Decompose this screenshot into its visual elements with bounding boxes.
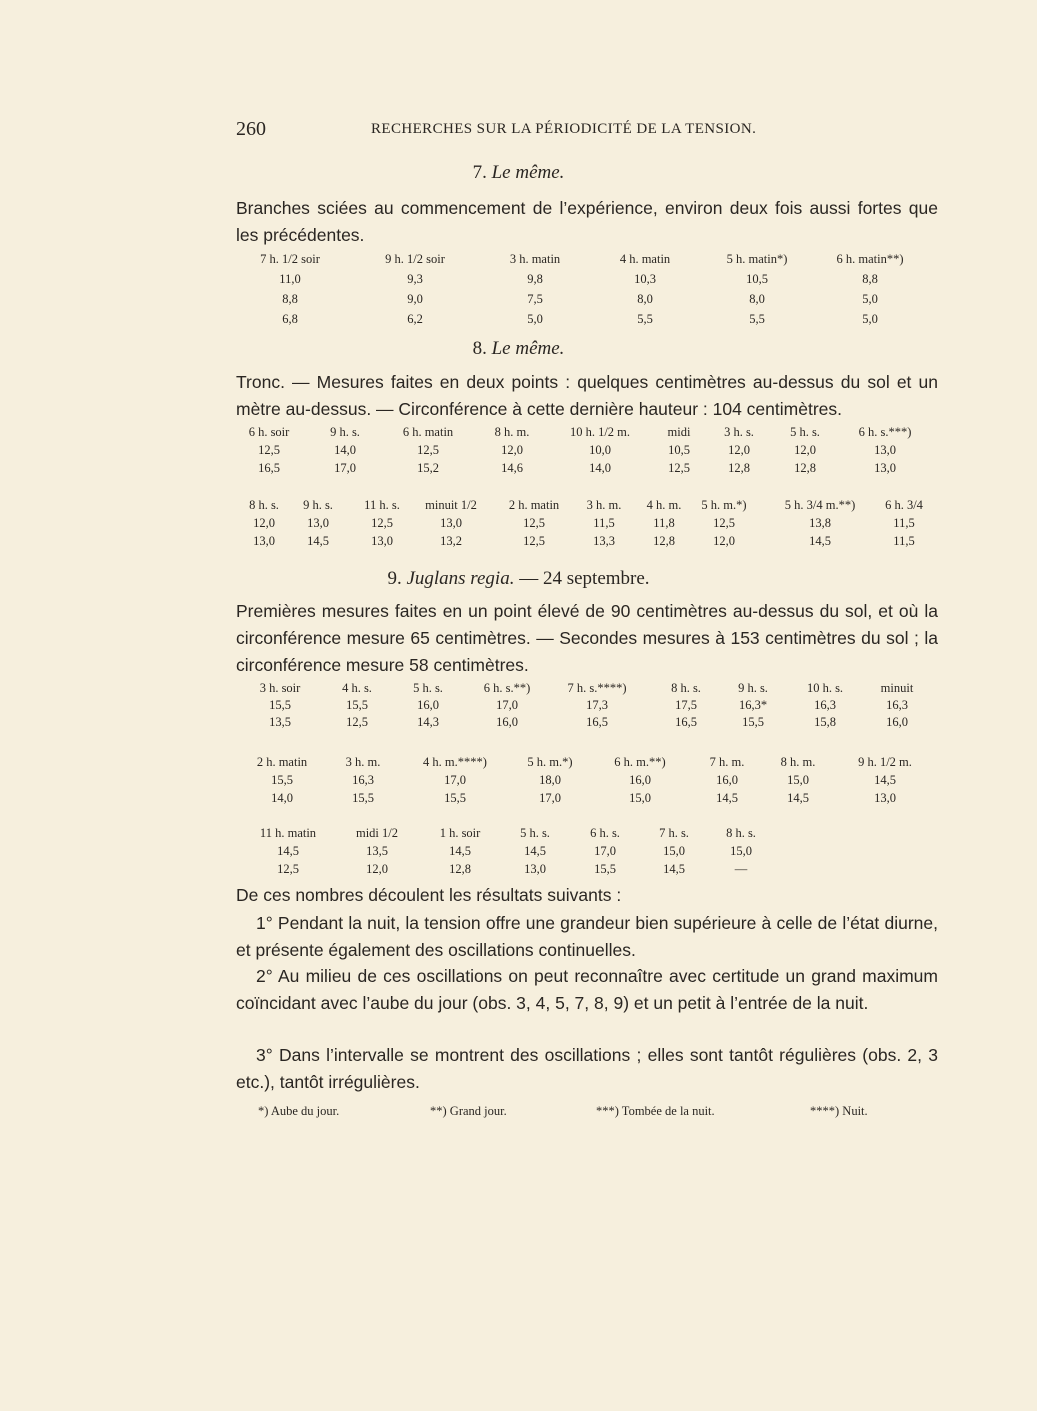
table-cell: 12,8: [653, 534, 675, 548]
table-header-cell: 10 h. s.: [806, 681, 844, 695]
table-header-cell: 3 h. m.: [586, 498, 622, 512]
table-header-cell: 8 h. m.: [494, 425, 530, 439]
table-cell: 16,3: [352, 773, 374, 787]
table-cell: 13,2: [440, 534, 462, 548]
table-cell: 17,5: [675, 698, 697, 712]
conclusion-item-1: 1° Pendant la nuit, la tension offre une grandeur bien supérieure à celle de l’état diurne, et présente également des oscillations continuelles.: [236, 913, 938, 960]
footnote-2: **) Grand jour.: [430, 1104, 507, 1118]
running-header: [236, 118, 936, 142]
table-header-cell: 6 h. soir: [248, 425, 290, 439]
table-cell: 17,0: [444, 773, 466, 787]
table-cell: 14,5: [787, 791, 809, 805]
table-cell: 10,5: [746, 272, 768, 286]
table-header-cell: 9 h. 1/2 m.: [858, 755, 912, 769]
table-header-cell: 7 h. 1/2 soir: [260, 252, 320, 266]
section-number: 8.: [472, 338, 487, 359]
table-header-cell: 3 h. m.: [345, 755, 381, 769]
table-cell: 8,8: [282, 292, 298, 306]
table-cell: 16,3*: [738, 698, 768, 712]
table-cell: 17,3: [586, 698, 608, 712]
table-header-cell: 7 h. s.: [659, 826, 689, 840]
table-cell: 14,0: [334, 443, 356, 457]
footnote-1: *) Aube du jour.: [258, 1104, 340, 1118]
section-title: Le même.: [491, 162, 565, 183]
table-cell: 14,5: [809, 534, 831, 548]
table-cell: 13,5: [366, 844, 388, 858]
table-cell: 12,0: [728, 443, 750, 457]
table-cell: 12,0: [366, 862, 388, 876]
table-cell: 17,0: [496, 698, 518, 712]
table-cell: 11,5: [893, 516, 915, 530]
table-cell: 12,5: [713, 516, 735, 530]
table-header-cell: 7 h. m.: [709, 755, 745, 769]
table-header-cell: 11 h. s.: [364, 498, 400, 512]
table-cell: 16,0: [716, 773, 738, 787]
table-cell: 12,5: [277, 862, 299, 876]
table-cell: 16,5: [258, 461, 280, 475]
table-cell: 14,5: [874, 773, 896, 787]
table-cell: 17,0: [594, 844, 616, 858]
table-cell: 16,3: [814, 698, 836, 712]
table-cell: 5,0: [862, 312, 878, 326]
table-cell: 15,5: [269, 698, 291, 712]
table-header-cell: 5 h. s.: [520, 826, 550, 840]
table-cell: 12,5: [258, 443, 280, 457]
table-cell: 12,5: [346, 715, 368, 729]
table-header-cell: midi 1/2: [355, 826, 399, 840]
table-cell: 13,0: [524, 862, 546, 876]
table-header-cell: 5 h. m.*): [701, 498, 747, 512]
table-cell: 13,0: [874, 443, 896, 457]
table-cell: 15,2: [417, 461, 439, 475]
table-cell: 15,0: [663, 844, 685, 858]
table-header-cell: 5 h. 3/4 m.**): [784, 498, 856, 512]
table-header-cell: 5 h. s.: [790, 425, 820, 439]
table-cell: 12,5: [417, 443, 439, 457]
table-cell: 13,0: [440, 516, 462, 530]
section-title-suffix: — 24 septembre.: [519, 568, 650, 589]
table-cell: 14,5: [524, 844, 546, 858]
table-cell: 8,8: [862, 272, 878, 286]
table-header-cell: 6 h. matin: [402, 425, 454, 439]
table-cell: 15,0: [730, 844, 752, 858]
table-cell: 9,0: [407, 292, 423, 306]
table-cell: 12,5: [371, 516, 393, 530]
table-header-cell: 4 h. m.: [646, 498, 682, 512]
table-cell: 14,5: [663, 862, 685, 876]
table-cell: 12,5: [523, 534, 545, 548]
table-cell: 5,0: [862, 292, 878, 306]
table-cell: 12,8: [449, 862, 471, 876]
table-header-cell: 9 h. s.: [303, 498, 333, 512]
table-cell: 16,5: [586, 715, 608, 729]
table-header-cell: 9 h. 1/2 soir: [385, 252, 445, 266]
table-header-cell: 6 h. s.***): [858, 425, 912, 439]
table-cell: 14,0: [589, 461, 611, 475]
table-cell: 5,5: [749, 312, 765, 326]
table-cell: 7,5: [527, 292, 543, 306]
table-cell: 13,0: [253, 534, 275, 548]
table-cell: 15,5: [444, 791, 466, 805]
table-cell: 5,5: [637, 312, 653, 326]
table-header-cell: 5 h. s.: [413, 681, 443, 695]
table-header-cell: 9 h. s.: [738, 681, 768, 695]
table-header-cell: minuit 1/2: [425, 498, 477, 512]
table-cell: 8,0: [749, 292, 765, 306]
table-cell: 13,0: [874, 461, 896, 475]
table-cell: 14,5: [449, 844, 471, 858]
table-cell: 10,0: [589, 443, 611, 457]
table-cell: 10,5: [668, 443, 690, 457]
section-title: Juglans regia.: [406, 568, 515, 589]
table-cell: 15,5: [271, 773, 293, 787]
table-header-cell: 6 h. s.: [590, 826, 620, 840]
table-header-cell: 8 h. m.: [780, 755, 816, 769]
table-cell: 12,0: [501, 443, 523, 457]
table-cell: 12,5: [668, 461, 690, 475]
table-cell: 10,3: [634, 272, 656, 286]
table-header-cell: 10 h. 1/2 m.: [569, 425, 631, 439]
table-header-cell: 8 h. s.: [671, 681, 701, 695]
table-header-cell: 3 h. soir: [259, 681, 301, 695]
table-cell: 15,5: [594, 862, 616, 876]
table-header-cell: 1 h. soir: [439, 826, 481, 840]
table-cell: 15,0: [787, 773, 809, 787]
table-cell: 11,5: [593, 516, 615, 530]
table-cell: 11,8: [653, 516, 675, 530]
section-8-title: [0, 338, 1037, 360]
table-cell: —: [734, 862, 748, 876]
table-cell: 15,5: [352, 791, 374, 805]
table-cell: 16,5: [675, 715, 697, 729]
table-cell: 16,0: [496, 715, 518, 729]
table-cell: 12,0: [794, 443, 816, 457]
running-title: RECHERCHES SUR LA PÉRIODICITÉ DE LA TENSION.: [371, 121, 757, 137]
table-cell: 12,8: [794, 461, 816, 475]
table-cell: 6,2: [407, 312, 423, 326]
table-header-cell: midi: [667, 425, 691, 439]
footnote-3: ***) Tombée de la nuit.: [596, 1104, 715, 1118]
table-cell: 12,0: [253, 516, 275, 530]
table-cell: 11,0: [279, 272, 301, 286]
table-header-cell: 6 h. m.**): [614, 755, 666, 769]
table-cell: 14,5: [716, 791, 738, 805]
table-header-cell: 6 h. s.**): [483, 681, 531, 695]
section-number: 9.: [387, 568, 402, 589]
table-cell: 16,0: [886, 715, 908, 729]
section-title: Le même.: [491, 338, 565, 359]
table-header-cell: 11 h. matin: [259, 826, 317, 840]
table-header-cell: 6 h. 3/4: [885, 498, 923, 512]
conclusion-item-3: 3° Dans l’intervalle se montrent des oscillations ; elles sont tantôt régulières (obs. 2, 3 etc.), tantôt irrégulières.: [236, 1045, 938, 1092]
table-header-cell: 4 h. matin: [619, 252, 671, 266]
table-cell: 17,0: [539, 791, 561, 805]
table-header-cell: 3 h. s.: [724, 425, 754, 439]
section-number: 7.: [472, 162, 487, 183]
table-cell: 15,5: [346, 698, 368, 712]
table-cell: 15,8: [814, 715, 836, 729]
table-cell: 13,0: [307, 516, 329, 530]
table-cell: 9,8: [527, 272, 543, 286]
table-header-cell: 4 h. m.****): [423, 755, 487, 769]
table-cell: 13,0: [874, 791, 896, 805]
table-header-cell: 4 h. s.: [342, 681, 372, 695]
table-header-cell: minuit: [880, 681, 914, 695]
conclusion-item-2: 2° Au milieu de ces oscillations on peut reconnaître avec certitude un grand maximum coïncidant avec l’aube du jour (obs. 3, 4, 5, 7, 8, 9) et un petit à l’entrée de la nuit.: [236, 966, 938, 1013]
table-header-cell: 7 h. s.****): [567, 681, 627, 695]
table-cell: 14,5: [307, 534, 329, 548]
table-cell: 11,5: [893, 534, 915, 548]
table-cell: 15,5: [742, 715, 764, 729]
table-header-cell: 8 h. s.: [249, 498, 279, 512]
table-cell: 13,5: [269, 715, 291, 729]
page-number: 260: [236, 118, 266, 140]
table-cell: 6,8: [282, 312, 298, 326]
table-header-cell: 2 h. matin: [508, 498, 560, 512]
table-cell: 16,0: [417, 698, 439, 712]
table-cell: 13,3: [593, 534, 615, 548]
table-header-cell: 3 h. matin: [509, 252, 561, 266]
table-cell: 14,3: [417, 715, 439, 729]
section-8-paragraph: Tronc. — Mesures faites en deux points : quelques centimètres au-dessus du sol et un mètre au-dessus. — Circonférence à cette dernière hauteur : 104 centimètres.: [236, 372, 938, 419]
section-7-title: [0, 162, 1037, 184]
table-cell: 9,3: [407, 272, 423, 286]
table-cell: 15,0: [629, 791, 651, 805]
footnote-4: ****) Nuit.: [810, 1104, 868, 1118]
table-header-cell: 2 h. matin: [256, 755, 308, 769]
table-cell: 14,5: [277, 844, 299, 858]
table-cell: 17,0: [334, 461, 356, 475]
section-9-paragraph: Premières mesures faites en un point élevé de 90 centimètres au-dessus du sol, et où la circonférence mesure 65 centimètres. — Secondes mesures à 153 centimètres du sol ; la circonférence mesure 58 centimètres.: [236, 601, 938, 675]
table-header-cell: 9 h. s.: [330, 425, 360, 439]
table-cell: 12,8: [728, 461, 750, 475]
table-cell: 5,0: [527, 312, 543, 326]
table-header-cell: 8 h. s.: [726, 826, 756, 840]
table-cell: 14,0: [271, 791, 293, 805]
table-header-cell: 5 h. matin*): [726, 252, 788, 266]
table-cell: 8,0: [637, 292, 653, 306]
table-header-cell: 6 h. matin**): [836, 252, 904, 266]
footnotes: [250, 1104, 950, 1124]
section-7-paragraph: Branches sciées au commencement de l’expérience, environ deux fois aussi fortes que les précédentes.: [236, 198, 938, 245]
table-cell: 18,0: [539, 773, 561, 787]
table-cell: 14,6: [501, 461, 523, 475]
table-cell: 16,0: [629, 773, 651, 787]
section-9-title: [0, 568, 1037, 590]
table-cell: 13,0: [371, 534, 393, 548]
table-cell: 12,5: [523, 516, 545, 530]
table-cell: 13,8: [809, 516, 831, 530]
table-cell: 12,0: [713, 534, 735, 548]
table-header-cell: 5 h. m.*): [527, 755, 573, 769]
conclusions-intro: De ces nombres découlent les résultats suivants :: [236, 885, 622, 905]
table-cell: 16,3: [886, 698, 908, 712]
